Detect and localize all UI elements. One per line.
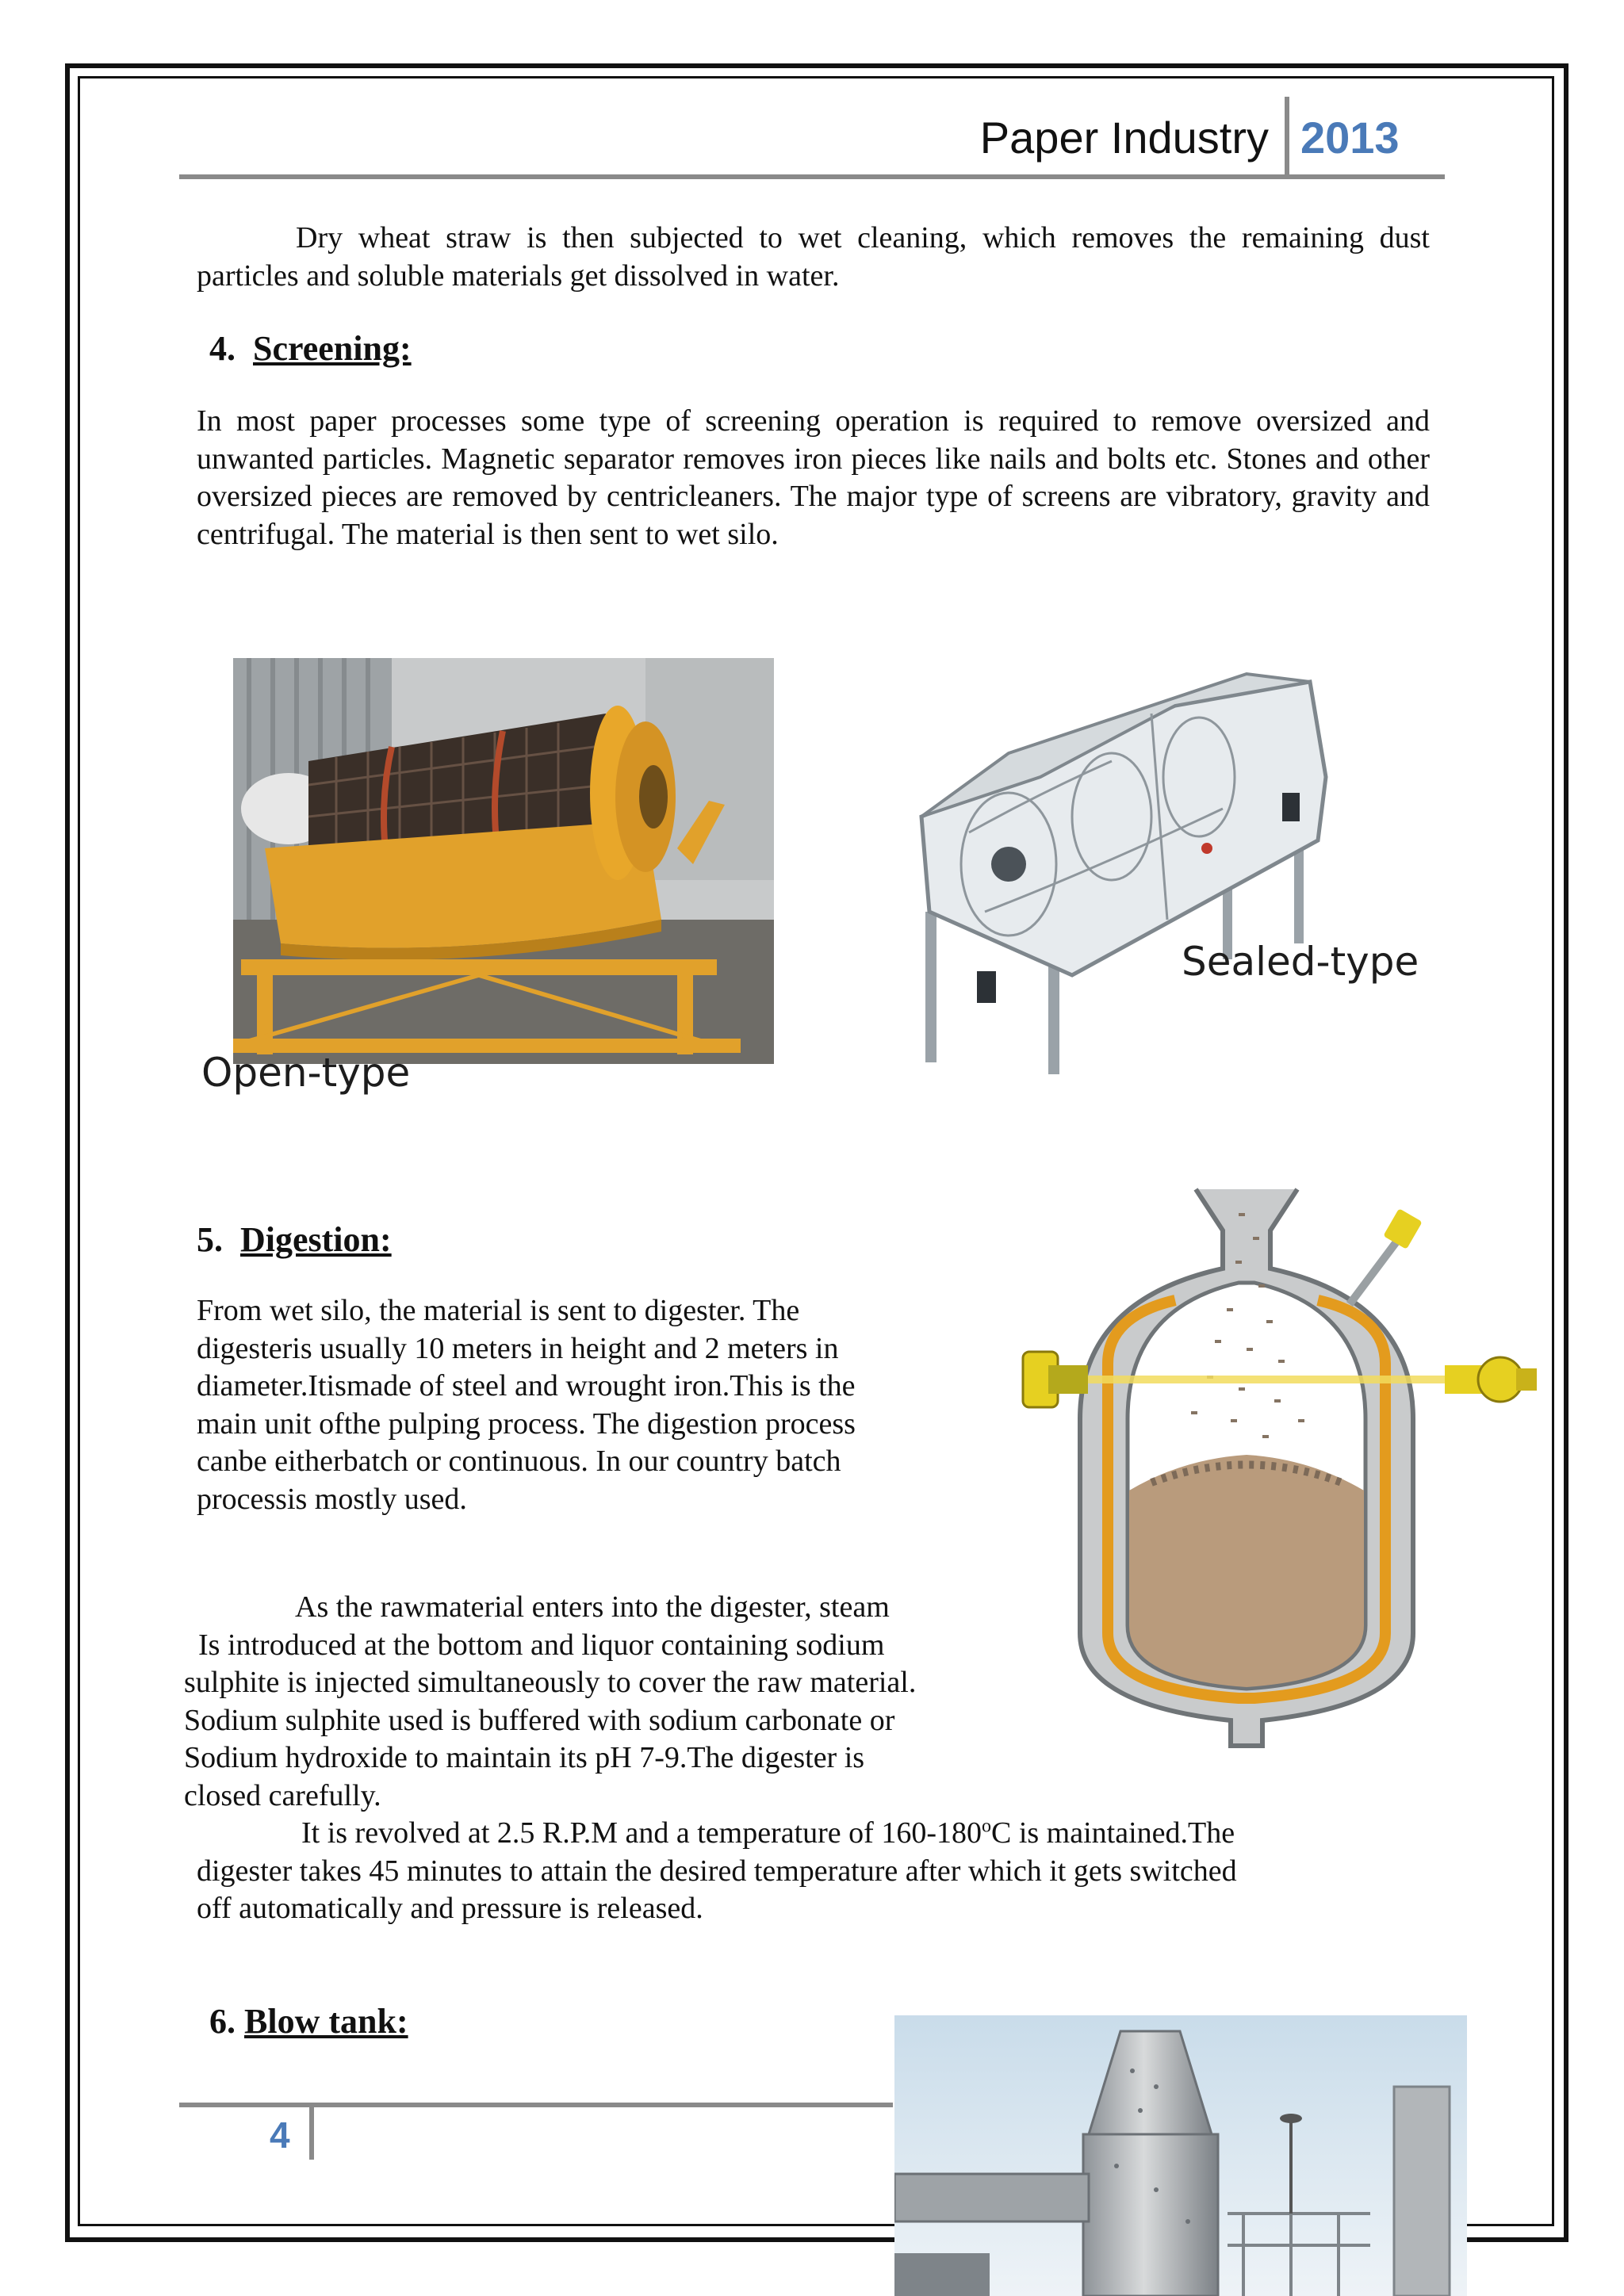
digestion-heading — [197, 1218, 392, 1262]
digestion-p2-line: Sodium sulphite used is buffered with sodium carbonate or — [184, 1703, 895, 1737]
digestion-p1-line: From wet silo, the material is sent to digester. The — [197, 1294, 800, 1327]
degree-superscript: o — [981, 1816, 991, 1837]
digestion-p3-text-a: It is revolved at 2.5 R.P.M and a temperature of 160-180 — [301, 1816, 982, 1850]
digestion-p2-line: closed carefully. — [184, 1778, 381, 1812]
header-divider — [1285, 97, 1289, 178]
screening-number: 4. — [209, 329, 236, 368]
header-title: Paper Industry — [979, 113, 1269, 163]
blow-tank-photo — [894, 2015, 1467, 2296]
footer-divider — [309, 2103, 314, 2160]
digestion-p1-line: canbe eitherbatch or continuous. In our country batch — [197, 1445, 841, 1478]
digestion-paragraph-1 — [197, 1292, 950, 1518]
digestion-p3-line: off automatically and pressure is released. — [197, 1892, 703, 1925]
screening-body: In most paper processes some type of screening operation is required to remove oversized and unwanted particles. Magnetic separator removes iron pieces like nails and bolts etc. Stones and other oversized pieces are removed by centricleaners. The major type of screens are vibratory, gravity and centrifugal. The material is then sent to wet silo. — [197, 404, 1430, 551]
open-type-screen-photo — [233, 658, 774, 1064]
digestion-p2-line: Is introduced at the bottom and liquor containing sodium — [198, 1628, 885, 1662]
digestion-p2-line: Sodium hydroxide to maintain its pH 7-9.The digester is — [184, 1741, 865, 1774]
digestion-p3-line: digester takes 45 minutes to attain the desired temperature after which it gets switched — [197, 1854, 1237, 1888]
digestion-paragraph-3 — [197, 1815, 1386, 1928]
sealed-type-screen-illustration — [850, 658, 1389, 1102]
open-type-caption: Open-type — [201, 1050, 411, 1096]
blow-tank-heading — [209, 1999, 408, 2044]
header-year: 2013 — [1300, 113, 1400, 163]
digestion-p1-line: diameter.Itismade of steel and wrought iron.This is the — [197, 1369, 856, 1402]
sealed-type-caption: Sealed-type — [1182, 939, 1419, 985]
blow-tank-number: 6. — [209, 2002, 236, 2041]
digestion-p1-line: main unit ofthe pulping process. The digestion process — [197, 1406, 856, 1441]
digestion-title: Digestion: — [240, 1220, 392, 1259]
digestion-p2-line: sulphite is injected simultaneously to cover the raw material. — [184, 1666, 917, 1699]
page-number: 4 — [270, 2114, 290, 2156]
intro-paragraph: Dry wheat straw is then subjected to wet cleaning, which removes the remaining dust particles and soluble materials get dissolved in water. — [197, 221, 1430, 293]
digestion-p3-first-line — [197, 1815, 1386, 1853]
footer-rule — [179, 2103, 893, 2107]
blow-tank-title: Blow tank: — [244, 2002, 408, 2041]
digestion-p1-line: digesteris usually 10 meters in height and 2 meters in — [197, 1331, 839, 1365]
digestion-paragraph-2 — [184, 1589, 1017, 1815]
screening-heading — [209, 327, 412, 371]
digestion-number: 5. — [197, 1220, 223, 1259]
screening-title: Screening: — [253, 329, 412, 368]
header-rule — [179, 174, 1445, 179]
digestion-p3-text-b: C is maintained.The — [990, 1816, 1235, 1850]
digestion-p1-line: processis mostly used. — [197, 1482, 467, 1516]
digester-diagram — [1001, 1181, 1548, 1752]
digestion-p2-line: As the rawmaterial enters into the digester, steam — [295, 1590, 890, 1624]
